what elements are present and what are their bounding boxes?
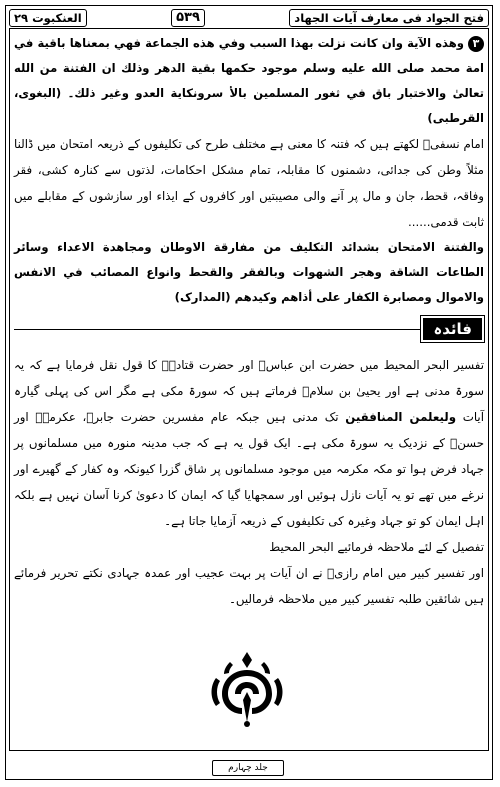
ornament-icon [206, 648, 288, 728]
urdu-text-2c: تک مدنی ہیں جبکہ عام مفسرین حضرت جابرؓ، عکرمہؒ اور حسنؒ کے نزدیک یہ سورۃ مکی ہے۔ ایک قول یہ ہے کہ جب مدینہ منورہ میں مسلمانوں پر جہاد فرض ہوا تو مکہ مکرمہ میں موجود مسلمانوں پر شاق گزرا کیونکہ وہ کفار کے گھیرے اور نرغے میں تھے تو یہ آیات نازل ہوئیں اور سمجھایا گیا کہ ایمان کا دعویٰ کرنا آسان نہیں ہے بلکہ اہل ایمان کو تو جہاد وغیرہ کی تکلیفوں کے ذریعہ آزمایا جاتا ہے۔ [14, 410, 484, 528]
urdu-text-2a: تفسیر البحر المحیط میں حضرت ابن عباسؓ اور حضرت قتادہؒ کا قول نقل فرمایا ہے کہ یہ سورۃ مدنی ہے اور یحییٰ بن سلامؒ فرماتے ہیں کہ سورۃ مکی ہے مگر اس کی پہلی گیارہ آیات [14, 358, 484, 424]
arabic-paragraph-2: والفتنة الامتحان بشدائد التكليف من مفارقة الاوطان ومجاهدة الاعداء وسائر الطاعات الشاقة وهجر الشهوات وبالفقر والقحط وانواع المصائب في الانفس والاموال ومصابرة الكفار على أذاهم وكيدهم (المدارک) [14, 240, 484, 304]
arabic-text-1: وهذه الآية وان كانت نزلت بهذا السبب وفي هذه الجماعة فهي بمعناها باقية في امة محمد صلى الله عليه وسلم موجود حكمها بقية الدهر وذلك ان الفتنة من الله تعالىٰ والاختبار باق في ثغور المسلمين بالأ سرونكاية العدو وغير ذلك۔ (البغوی، القرطبی) [14, 36, 484, 125]
page-number: ۵۳۹ [171, 9, 205, 27]
urdu-paragraph-3: تفصیل کے لئے ملاحظہ فرمائیے البحر المحیط [269, 540, 484, 554]
urdu-paragraph-4: اور تفسیر کبیر میں امام رازیؒ نے ان آیات پر بہت عجیب اور عمدہ جہادی نکتے تحریر فرمائے ہیں شائقین طلبہ تفسیر کبیر میں ملاحظہ فرمالیں۔ [14, 566, 484, 606]
book-title: فتح الجواد فی معارف آیات الجهاد [289, 9, 489, 27]
volume-label: جلد چہارم [212, 760, 284, 776]
main-text [14, 31, 484, 612]
urdu-paragraph-2 [14, 352, 484, 534]
faida-heading-row [14, 316, 484, 342]
arabic-paragraph-1 [14, 31, 484, 131]
faida-heading: فائدہ [421, 316, 484, 342]
verse-number-badge: ۳ [468, 36, 484, 52]
page-header [9, 8, 489, 28]
urdu-paragraph-1: امام نسفیؒ لکھتے ہیں کہ فتنہ کا معنی ہے مختلف طرح کی تکلیفوں کے ذریعہ امتحان میں ڈالنا مثلاً وطن کی جدائی، دشمنوں کا مقابلہ، تمام مشکل احکامات، لذتوں سے کنارہ کشی، فقر وفاقہ، قحط، جان و مال پر آنے والی مصیبتیں اور کافروں کے ایذاء اور سازشوں کے مقابلے میں ثابت قدمی...... [14, 137, 484, 229]
quoted-verse: وليعلمن المنافقين [345, 410, 457, 424]
surah-label: العنکبوت ۲۹ [9, 9, 87, 27]
